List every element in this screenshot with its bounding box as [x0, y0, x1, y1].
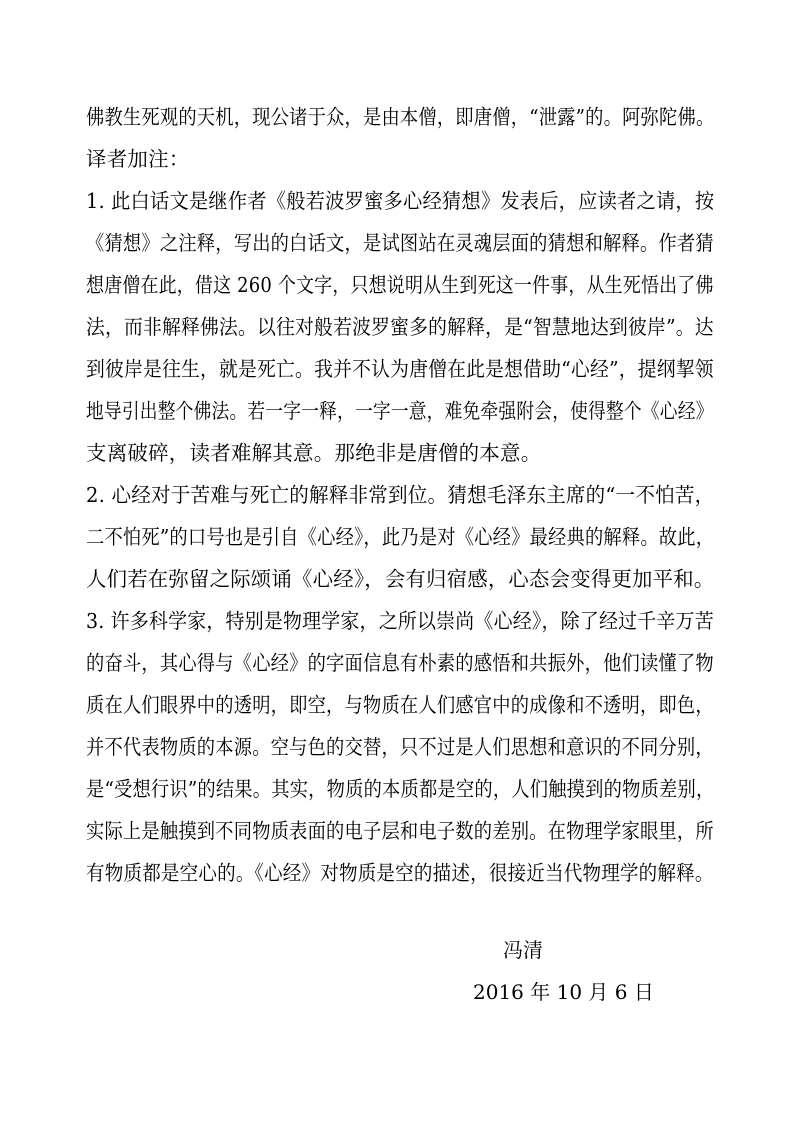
body-line: 实际上是触摸到不同物质表面的电子层和电子数的差别。在物理学家眼里，所 [86, 819, 714, 843]
signature-date: 2016 年 10 月 6 日 [473, 980, 654, 1004]
body-line: 的奋斗，其心得与《心经》的字面信息有朴素的感悟和共振外，他们读懂了物 [86, 651, 714, 675]
body-line: 2. 心经对于苦难与死亡的解释非常到位。猜想毛泽东主席的“一不怕苦， [86, 483, 715, 507]
translator-note-heading: 译者加注： [86, 147, 190, 171]
signature-name: 冯清 [503, 938, 543, 962]
body-line: 质在人们眼界中的透明，即空，与物质在人们感官中的成像和不透明，即色， [86, 693, 714, 717]
body-line: 地导引出整个佛法。若一字一释，一字一意，难免牵强附会，使得整个《心经》 [86, 399, 714, 423]
body-line: 1. 此白话文是继作者《般若波罗蜜多心经猜想》发表后，应读者之请，按 [86, 189, 715, 213]
body-line: 佛教生死观的天机，现公诸于众，是由本僧，即唐僧，“泄露”的。阿弥陀佛。 [86, 105, 715, 129]
body-line: 3. 许多科学家，特别是物理学家，之所以崇尚《心经》，除了经过千辛万苦 [86, 609, 714, 633]
body-line: 有物质都是空心的。《心经》对物质是空的描述，很接近当代物理学的解释。 [86, 861, 714, 885]
body-line: 《猜想》之注释，写出的白话文，是试图站在灵魂层面的猜想和解释。作者猜 [86, 231, 714, 255]
body-line: 法，而非解释佛法。以往对般若波罗蜜多的解释，是“智慧地达到彼岸”。达 [86, 315, 714, 339]
body-line: 并不代表物质的本源。空与色的交替，只不过是人们思想和意识的不同分别， [86, 735, 714, 759]
body-line: 人们若在弥留之际颂诵《心经》，会有归宿感，心态会变得更加平和。 [86, 567, 715, 591]
body-line: 二不怕死”的口号也是引自《心经》，此乃是对《心经》最经典的解释。故此， [86, 525, 715, 549]
body-line: 到彼岸是往生，就是死亡。我并不认为唐僧在此是想借助“心经”，提纲挈领 [86, 357, 714, 381]
body-line: 支离破碎，读者难解其意。那绝非是唐僧的本意。 [86, 441, 542, 465]
body-line: 是“受想行识”的结果。其实，物质的本质都是空的，人们触摸到的物质差别， [86, 777, 715, 801]
body-line: 想唐僧在此，借这 260 个文字，只想说明从生到死这一件事，从生死悟出了佛 [86, 273, 714, 297]
